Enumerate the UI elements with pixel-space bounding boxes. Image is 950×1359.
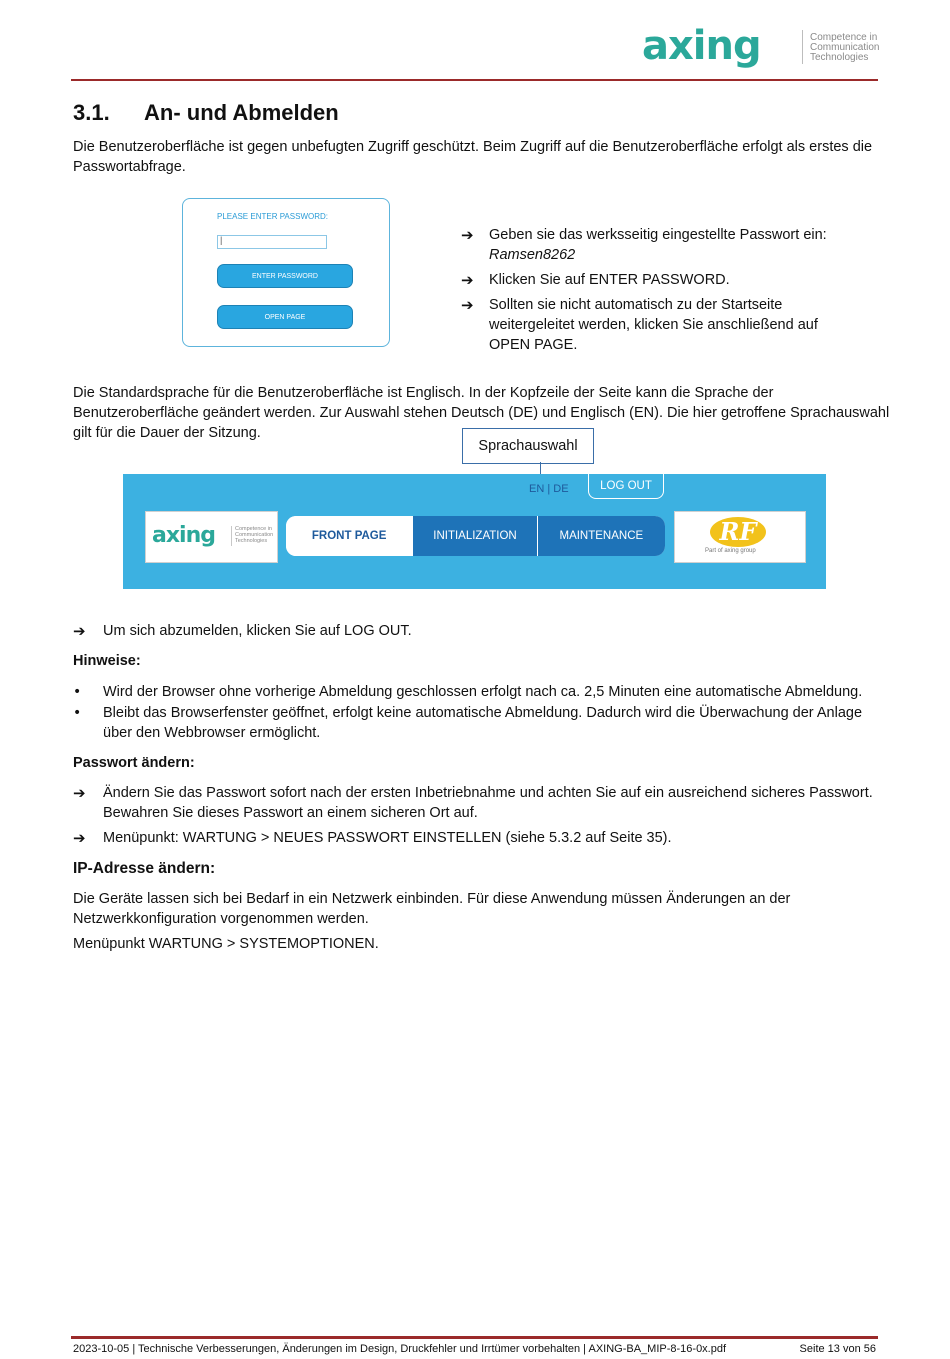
step-item [461,295,881,355]
tagline-line: Communication [235,532,274,538]
section-title: An- und Abmelden [144,100,339,125]
tagline-line: Communication [810,42,880,53]
header-rule [71,79,878,81]
footer-rule [71,1336,878,1339]
password-change-text: Bewahren Sie dieses Passwort an einem sicheren Ort auf. [103,805,478,821]
login-steps [461,225,881,355]
hint-text: über den Webbrowser ermöglicht. [103,725,321,741]
callout-pointer [540,462,541,474]
password-change-text: Menüpunkt: WARTUNG > NEUES PASSWORT EINSTELLEN (siehe 5.3.2 auf Seite 35). [103,830,672,846]
section-number: 3.1. [73,100,110,125]
intro-paragraph [73,137,893,177]
menu-maintenance[interactable]: MAINTENANCE [537,516,665,556]
menu-front-page[interactable]: FRONT PAGE [286,516,412,556]
page-number: Seite 13 von 56 [799,1343,876,1355]
ip-change-line: Netzwerkkonfiguration vorgenommen werden. [73,911,369,927]
arrow-right-icon: ➔ [461,271,474,289]
step-text: OPEN PAGE. [489,337,578,353]
arrow-right-icon: ➔ [73,622,86,640]
intro-line: Passwortabfrage. [73,159,186,175]
arrow-right-icon: ➔ [73,829,86,847]
language-line: gilt für die Dauer der Sitzung. [73,425,261,441]
password-prompt: PLEASE ENTER PASSWORD: [217,212,328,221]
password-change-item [73,783,893,823]
step-item [461,225,881,265]
rf-logo-tile [674,511,806,563]
arrow-right-icon: ➔ [461,296,474,314]
hint-text: Wird der Browser ohne vorherige Abmeldung geschlossen erfolgt nach ca. 2,5 Minuten eine automatische Abmeldung. [103,684,863,700]
intro-line: Die Benutzeroberfläche ist gegen unbefugten Zugriff geschützt. Beim Zugriff auf die Benutzeroberfläche erfolgt als erstes die [73,139,873,155]
language-line: Benutzeroberfläche geändert werden. Zur Auswahl stehen Deutsch (DE) und Englisch (EN). Die hier getroffene Sprachauswahl [73,405,890,421]
password-change-item [73,828,893,848]
ip-change-paragraph [73,889,893,929]
navbar-screenshot [123,474,826,589]
arrow-right-icon: ➔ [73,784,86,802]
hint-text: Bleibt das Browserfenster geöffnet, erfolgt keine automatische Abmeldung. Dadurch wird die Überwachung der Anlage [103,705,863,721]
step-text: Geben sie das werksseitig eingestellte Passwort ein: [489,227,827,243]
ip-change-title: IP-Adresse ändern: [73,860,216,877]
menu-initialization[interactable]: INITIALIZATION [412,516,536,556]
axing-logo: axing [152,523,215,548]
default-password: Ramsen8262 [489,247,576,263]
axing-logo: axing [642,23,761,69]
hint-item [73,682,893,702]
step-text: weitergeleitet werden, klicken Sie anschließend auf [489,317,818,333]
login-screenshot [182,198,390,347]
language-line: Die Standardsprache für die Benutzeroberfläche ist Englisch. In der Kopfzeile der Seite kann die Sprache der [73,385,774,401]
ip-change-line: Die Geräte lassen sich bei Bedarf in ein Netzwerk einbinden. Für diese Anwendung müssen Änderungen an der [73,891,791,907]
arrow-right-icon: ➔ [461,226,474,244]
bullet-icon: • [73,705,82,721]
step-item [461,270,881,295]
logout-button[interactable]: LOG OUT [588,474,664,499]
password-change-text: Ändern Sie das Passwort sofort nach der ersten Inbetriebnahme und achten Sie auf ein ausreichend sicheres Passwort. [103,785,873,801]
rf-caption: Part of axing group [705,548,756,554]
footer-left: 2023-10-05 | Technische Verbesserungen, Änderungen im Design, Druckfehler und Irrtümer vorbehalten | AXING-BA_MIP-8-16-0x.pdf [73,1343,727,1355]
axing-logo-tile [145,511,278,563]
open-page-button[interactable]: OPEN PAGE [217,305,353,329]
password-input[interactable] [217,235,327,249]
password-change-title: Passwort ändern: [73,755,195,771]
step-text: Sollten sie nicht automatisch zu der Startseite [489,297,783,313]
bullet-icon: • [73,684,82,700]
ip-change-menu: Menüpunkt WARTUNG > SYSTEMOPTIONEN. [73,936,379,952]
main-menu [286,516,665,556]
logo-divider [802,30,803,64]
rf-logo-text: RF [719,517,757,546]
hints-title: Hinweise: [73,653,141,669]
enter-password-button[interactable]: ENTER PASSWORD [217,264,353,288]
step-text: Klicken Sie auf ENTER PASSWORD. [489,272,730,288]
input-cursor: | [220,235,223,245]
tagline-line: Technologies [810,52,869,63]
logout-step-text: Um sich abzumelden, klicken Sie auf LOG OUT. [103,623,412,639]
logout-step [73,621,893,641]
logo-tagline [235,526,273,544]
logo-tagline [810,33,879,63]
language-switch[interactable]: EN | DE [529,483,569,495]
language-callout: Sprachauswahl [462,428,594,464]
logo-divider [231,526,232,546]
tagline-line: Competence in [235,526,272,532]
hint-item [73,703,893,743]
tagline-line: Competence in [810,32,878,43]
tagline-line: Technologies [235,538,268,544]
